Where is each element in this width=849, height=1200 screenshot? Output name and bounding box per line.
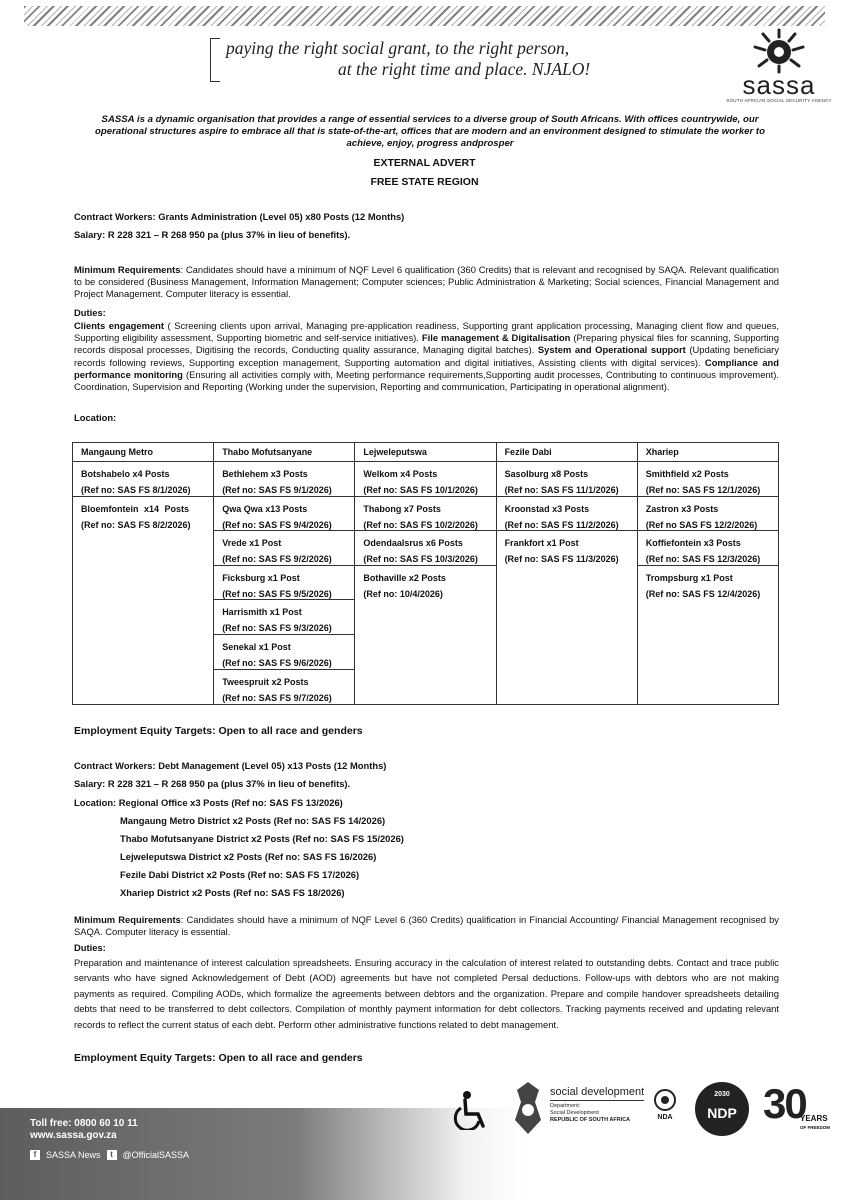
min-text: : Candidates should have a minimum of NQF Level 6 (360 Credits) qualification in Financial Accounting/ Financial Management recognised by SAQA. Computer literacy is essential. bbox=[74, 914, 779, 938]
dev-line2: Social Development bbox=[550, 1110, 599, 1116]
advert-title: EXTERNAL ADVERT bbox=[373, 157, 476, 169]
tagline-bracket bbox=[210, 38, 220, 82]
dev-line1: Department: bbox=[550, 1103, 581, 1109]
post1-duties-label: Duties: bbox=[74, 307, 106, 318]
table-header-row bbox=[73, 443, 779, 462]
thirty-years-number: 30 bbox=[763, 1080, 806, 1127]
table-body-row bbox=[73, 462, 779, 705]
duty-label: Compliance and performance monitoring bbox=[74, 356, 779, 380]
table-cell bbox=[355, 462, 495, 497]
post-name: Qwa Qwa x13 Posts bbox=[222, 503, 308, 514]
table-cell bbox=[638, 497, 778, 532]
post-ref: (Ref no: SAS FS 11/3/2026) bbox=[504, 554, 619, 565]
post2-min-requirements bbox=[74, 914, 779, 938]
min-label: Minimum Requirements bbox=[74, 914, 181, 925]
post-name: Senekal x1 Post bbox=[222, 641, 291, 652]
post2-location-1: Location: Regional Office x3 Posts (Ref no: SAS FS 13/2026) bbox=[74, 797, 343, 808]
table-cell bbox=[638, 531, 778, 566]
decorative-border bbox=[24, 6, 825, 26]
post-name: Kroonstad x3 Posts bbox=[504, 503, 590, 514]
post-name: Smithfield x2 Posts bbox=[645, 469, 729, 479]
coat-of-arms-icon bbox=[511, 1080, 545, 1136]
post-ref: (Ref no: SAS FS 11/1/2026) bbox=[504, 485, 619, 495]
post-ref: (Ref no: SAS FS 9/4/2026) bbox=[222, 519, 332, 530]
post-ref: (Ref no SAS FS 12/2/2026) bbox=[645, 519, 758, 530]
post-name: Frankfort x1 Post bbox=[504, 538, 579, 549]
table-cell bbox=[497, 462, 637, 497]
table-header: Thabo Mofutsanyane bbox=[214, 443, 355, 462]
table-cell bbox=[73, 462, 213, 497]
post-name: Sasolburg x8 Posts bbox=[504, 469, 589, 479]
min-text: : Candidates should have a minimum of NQF Level 6 qualification (360 Credits) that is relevant and recognised by SAQA. Relevant qualification to be considered (Business Management, Information Management; Computer sciences; Public Administration & Marketing; Social sciences, Financial Management and Project Management. Computer literacy is essential. bbox=[74, 264, 780, 300]
post-name: Trompsburg x1 Post bbox=[645, 572, 733, 583]
post-name: Bothaville x2 Posts bbox=[363, 572, 446, 583]
logo-subtitle: SOUTH AFRICAN SOCIAL SECURITY AGENCY bbox=[726, 98, 832, 103]
post2-location-3: Thabo Mofutsanyane District x2 Posts (Ref no: SAS FS 15/2026) bbox=[120, 833, 404, 844]
facebook-icon[interactable]: f bbox=[30, 1150, 40, 1160]
post-name: Zastron x3 Posts bbox=[645, 503, 719, 514]
ndp-year: 2030 bbox=[714, 1091, 730, 1098]
post-ref: (Ref no: SAS FS 8/1/2026) bbox=[81, 485, 191, 495]
column-xhariep bbox=[637, 462, 778, 705]
dev-title: social development bbox=[550, 1086, 644, 1101]
column-mangaung bbox=[73, 462, 214, 705]
post-ref: (Ref no: SAS FS 8/2/2026) bbox=[81, 519, 191, 530]
post-name: Vrede x1 Post bbox=[222, 538, 282, 549]
post-ref: (Ref no: SAS FS 9/7/2026) bbox=[222, 692, 332, 703]
post-ref: (Ref no: 10/4/2026) bbox=[363, 588, 443, 599]
post2-location-5: Fezile Dabi District x2 Posts (Ref no: SAS FS 17/2026) bbox=[120, 869, 360, 880]
post2-heading: Contract Workers: Debt Management (Level 05) x13 Posts (12 Months) bbox=[74, 760, 387, 771]
advert-region: FREE STATE REGION bbox=[370, 176, 479, 188]
table-header: Fezile Dabi bbox=[496, 443, 637, 462]
duty-text: (Ensuring all activities comply with, Meeting performance requirements,Supporting audit processes, Contributing to continuous improvement). Coordination, Supervision and Reporting (Working under the supervision, Reporting and communication, Participating in operational alignment). bbox=[74, 368, 780, 393]
social-links bbox=[30, 1150, 189, 1160]
duty-text: (Updating beneficiary records following reviews, Supporting exception management, Supporting automation and digital initiatives, Assisting clients with digital services). bbox=[74, 344, 779, 368]
nda-logo bbox=[650, 1088, 680, 1121]
post-ref: (Ref no: SAS FS 9/3/2026) bbox=[222, 623, 332, 634]
table-cell bbox=[497, 531, 637, 566]
post1-min-requirements bbox=[74, 264, 779, 301]
post-name: Thabong x7 Posts bbox=[363, 503, 441, 514]
post-name: Bloemfontein x14 Posts bbox=[81, 503, 190, 514]
table-cell bbox=[638, 566, 778, 601]
partner-logos bbox=[445, 1078, 835, 1138]
post-ref: (Ref no: SAS FS 12/1/2026) bbox=[645, 485, 761, 495]
table-cell bbox=[355, 531, 495, 566]
ee-target-2: Employment Equity Targets: Open to all race and genders bbox=[74, 1052, 363, 1064]
duty-text: ( Screening clients upon arrival, Managing pre-application readiness, Supporting grant application processing, Managing client flow and queues, Supporting eligibility assessment, Supporting biometric and self-service initiatives). bbox=[74, 320, 779, 344]
wheelchair-icon bbox=[453, 1090, 489, 1130]
table-cell bbox=[355, 566, 495, 601]
post1-heading: Contract Workers: Grants Administration (Level 05) x80 Posts (12 Months) bbox=[74, 211, 405, 222]
table-header: Lejweleputswa bbox=[355, 443, 496, 462]
post-ref: (Ref no: SAS FS 9/1/2026) bbox=[222, 485, 332, 495]
header bbox=[0, 28, 849, 108]
post-ref: (Ref no: SAS FS 12/3/2026) bbox=[645, 554, 761, 565]
table-header: Xhariep bbox=[637, 443, 778, 462]
table-cell bbox=[214, 670, 354, 705]
thirty-years-label bbox=[800, 1114, 830, 1132]
post-ref: (Ref no: SAS FS 12/4/2026) bbox=[645, 588, 761, 599]
location-table bbox=[72, 442, 779, 705]
table-cell bbox=[214, 497, 354, 532]
twitter-link[interactable]: @OfficialSASSA bbox=[122, 1150, 190, 1160]
intro-text: SASSA is a dynamic organisation that provides a range of essential services to a diverse group of South Africans. With offices countrywide, our operational structures aspire to embrace all that is state-of-the-art, offices that are modern and an environment designed to stimulate the worker to achieve, enjoy, progress andprosper bbox=[95, 114, 765, 149]
duty-label: System and Operational support bbox=[537, 344, 686, 356]
duty-label: File management & Digitalisation bbox=[421, 332, 571, 344]
post-name: Koffiefontein x3 Posts bbox=[645, 538, 741, 549]
nda-text: NDA bbox=[657, 1114, 673, 1121]
post2-salary: Salary: R 228 321 – R 268 950 pa (plus 37% in lieu of benefits). bbox=[74, 778, 351, 789]
facebook-link[interactable]: SASSA News bbox=[46, 1150, 101, 1160]
post-ref: (Ref no: SAS FS 10/1/2026) bbox=[363, 485, 478, 495]
duty-text: (Preparing physical files for scanning, Supporting records disposal processes, Digitising the records, Conducting quality assurance, Managing digital batches). bbox=[74, 332, 779, 356]
post-ref: (Ref no: SAS FS 10/3/2026) bbox=[363, 554, 478, 565]
tagline-line1: paying the right social grant, to the right person, bbox=[226, 38, 570, 58]
table-cell bbox=[73, 497, 213, 532]
social-development-logo bbox=[550, 1086, 644, 1124]
logo-name: sassa bbox=[742, 70, 816, 100]
nda-emblem-icon bbox=[653, 1088, 677, 1112]
column-fezile-dabi bbox=[496, 462, 637, 705]
table-header: Mangaung Metro bbox=[73, 443, 214, 462]
freedom-word: OF FREEDOM bbox=[800, 1125, 830, 1130]
column-thabo bbox=[214, 462, 355, 705]
post2-location-4: Lejweleputswa District x2 Posts (Ref no: SAS FS 16/2026) bbox=[120, 851, 377, 862]
post-name: Welkom x4 Posts bbox=[363, 469, 438, 479]
ee-target-1: Employment Equity Targets: Open to all race and genders bbox=[74, 725, 363, 737]
post-ref: (Ref no: SAS FS 9/5/2026) bbox=[222, 588, 332, 599]
post1-salary: Salary: R 228 321 – R 268 950 pa (plus 37% in lieu of benefits). bbox=[74, 229, 351, 240]
twitter-icon[interactable]: t bbox=[107, 1150, 117, 1160]
post1-duties bbox=[74, 320, 779, 393]
column-lejweleputswa bbox=[355, 462, 496, 705]
post2-location-2: Mangaung Metro District x2 Posts (Ref no: SAS FS 14/2026) bbox=[120, 815, 386, 826]
table-cell bbox=[214, 566, 354, 601]
table-cell bbox=[638, 462, 778, 497]
years-word: YEARS bbox=[800, 1114, 828, 1123]
table-cell bbox=[214, 531, 354, 566]
table-cell bbox=[355, 497, 495, 532]
post1-location-label: Location: bbox=[74, 412, 117, 423]
post-ref: (Ref no: SAS FS 9/2/2026) bbox=[222, 554, 332, 565]
table-cell bbox=[214, 600, 354, 635]
min-label: Minimum Requirements bbox=[74, 264, 181, 275]
post-name: Ficksburg x1 Post bbox=[222, 572, 300, 583]
post-ref: (Ref no: SAS FS 11/2/2026) bbox=[504, 519, 619, 530]
post-ref: (Ref no: SAS FS 10/2/2026) bbox=[363, 519, 478, 530]
sassa-logo bbox=[724, 28, 834, 108]
toll-free: Toll free: 0800 60 10 11 bbox=[30, 1118, 138, 1129]
post-name: Odendaalsrus x6 Posts bbox=[363, 538, 463, 549]
post-name: Tweespruit x2 Posts bbox=[222, 676, 309, 687]
website-link[interactable]: www.sassa.gov.za bbox=[30, 1130, 117, 1141]
sassa-emblem-icon bbox=[749, 28, 809, 74]
post2-duties: Preparation and maintenance of interest calculation spreadsheets. Ensuring accuracy in the calculation of interest related to outstanding debts. Contact and trace public servants who have signed Acknowledgement of Debt (AOD) agreements but have not completed Persal deductions. Follow-ups with debtors who are not making payments as required. Compiling AODs, which formalize the agreements between debtors and the organization. Prepare and compile handover spreadsheets detailing debts that need to be transferred to debt collectors. Compilation of monthly payment information for debt collectors. Tracking payments received and updating relevant records to reflect the current status of each debt. Perform other administrative functions related to debt management. bbox=[74, 957, 779, 1030]
ndp-text: NDP bbox=[707, 1105, 737, 1121]
post-ref: (Ref no: SAS FS 9/6/2026) bbox=[222, 657, 332, 668]
dev-line3: REPUBLIC OF SOUTH AFRICA bbox=[550, 1117, 631, 1123]
post-name: Bethlehem x3 Posts bbox=[222, 469, 308, 479]
table-cell bbox=[214, 462, 354, 497]
table-cell bbox=[497, 497, 637, 532]
ndp-logo bbox=[695, 1082, 749, 1136]
post-name: Harrismith x1 Post bbox=[222, 607, 302, 618]
post2-duties-label: Duties: bbox=[74, 942, 106, 953]
table-cell bbox=[214, 635, 354, 670]
post2-location-6: Xhariep District x2 Posts (Ref no: SAS FS 18/2026) bbox=[120, 887, 345, 898]
tagline-line2: at the right time and place. NJALO! bbox=[338, 59, 591, 79]
duty-label: Clients engagement bbox=[74, 320, 165, 331]
post-name: Botshabelo x4 Posts bbox=[81, 469, 170, 479]
